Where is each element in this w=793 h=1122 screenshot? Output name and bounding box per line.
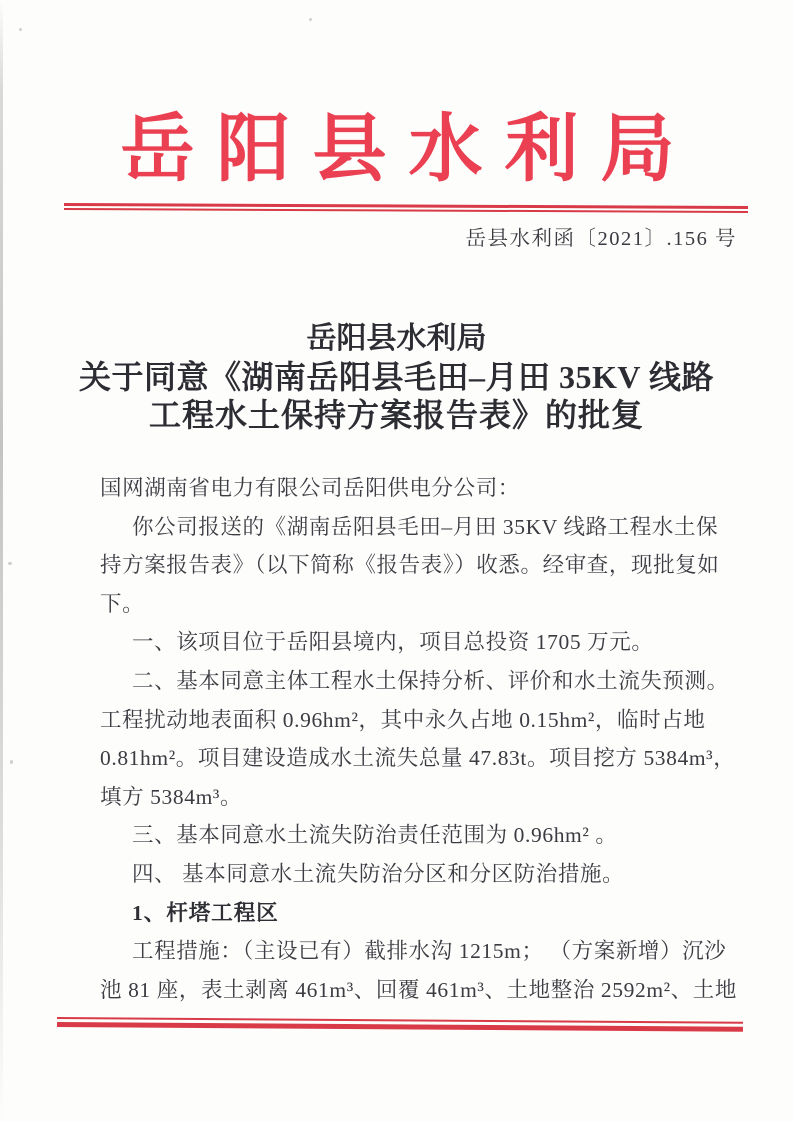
body-line-item-3: 三、基本同意水土流失防治责任范围为 0.96hm² 。 (132, 823, 618, 848)
document-title-line-3: 工程水土保持方案报告表》的批复 (148, 397, 644, 433)
body-line-item-4: 四、 基本同意水土流失防治分区和分区防治措施。 (132, 861, 625, 886)
scan-speck (8, 562, 12, 565)
body-line: 工程措施：（主设已有）截排水沟 1215m； （方案新增）沉沙 (132, 939, 727, 964)
body-line: 池 81 座，表土剥离 461m³、回覆 461m³、土地整治 2592m²、土地 (100, 977, 737, 1002)
body-line-item-2: 二、基本同意主体工程水土保持分析、评价和水土流失预测。 (132, 668, 729, 693)
document-title-line-1: 岳阳县水利局 (306, 322, 487, 355)
body-line: 下。 (100, 591, 145, 616)
body-line: 工程扰动地表面积 0.96hm²，其中永久占地 0.15hm²，临时占地 (100, 707, 706, 732)
page-bottom-rule (57, 1017, 743, 1031)
document-body (100, 469, 737, 1009)
body-line: 你公司报送的《湖南岳阳县毛田–月田 35KV 线路工程水土保 (132, 514, 719, 539)
body-line: 持方案报告表》（以下简称《报告表》）收悉。经审查，现批复如 (100, 553, 720, 578)
document-title-line-2: 关于同意《湖南岳阳县毛田–月田 35KV 线路 (79, 359, 714, 395)
letterhead-agency-name: 岳阳县水利局 (120, 109, 697, 191)
scan-speck (19, 28, 22, 31)
body-line: 填方 5384m³。 (100, 784, 243, 809)
letterhead-divider-rule (64, 203, 748, 213)
body-line-salutation: 国网湖南省电力有限公司岳阳供电分公司： (100, 476, 520, 500)
body-subheading-tower-zone: 1、杆塔工程区 (132, 900, 279, 925)
document-title (0, 320, 793, 434)
document-number: 岳县水利函〔2021〕.156 号 (465, 228, 737, 250)
body-line-item-1: 一、该项目位于岳阳县境内，项目总投资 1705 万元。 (132, 630, 654, 655)
body-line: 0.81hm²。项目建设造成水土流失总量 47.83t。项目挖方 5384m³， (100, 746, 736, 771)
scan-speck (309, 18, 312, 21)
scan-speck (10, 760, 13, 764)
